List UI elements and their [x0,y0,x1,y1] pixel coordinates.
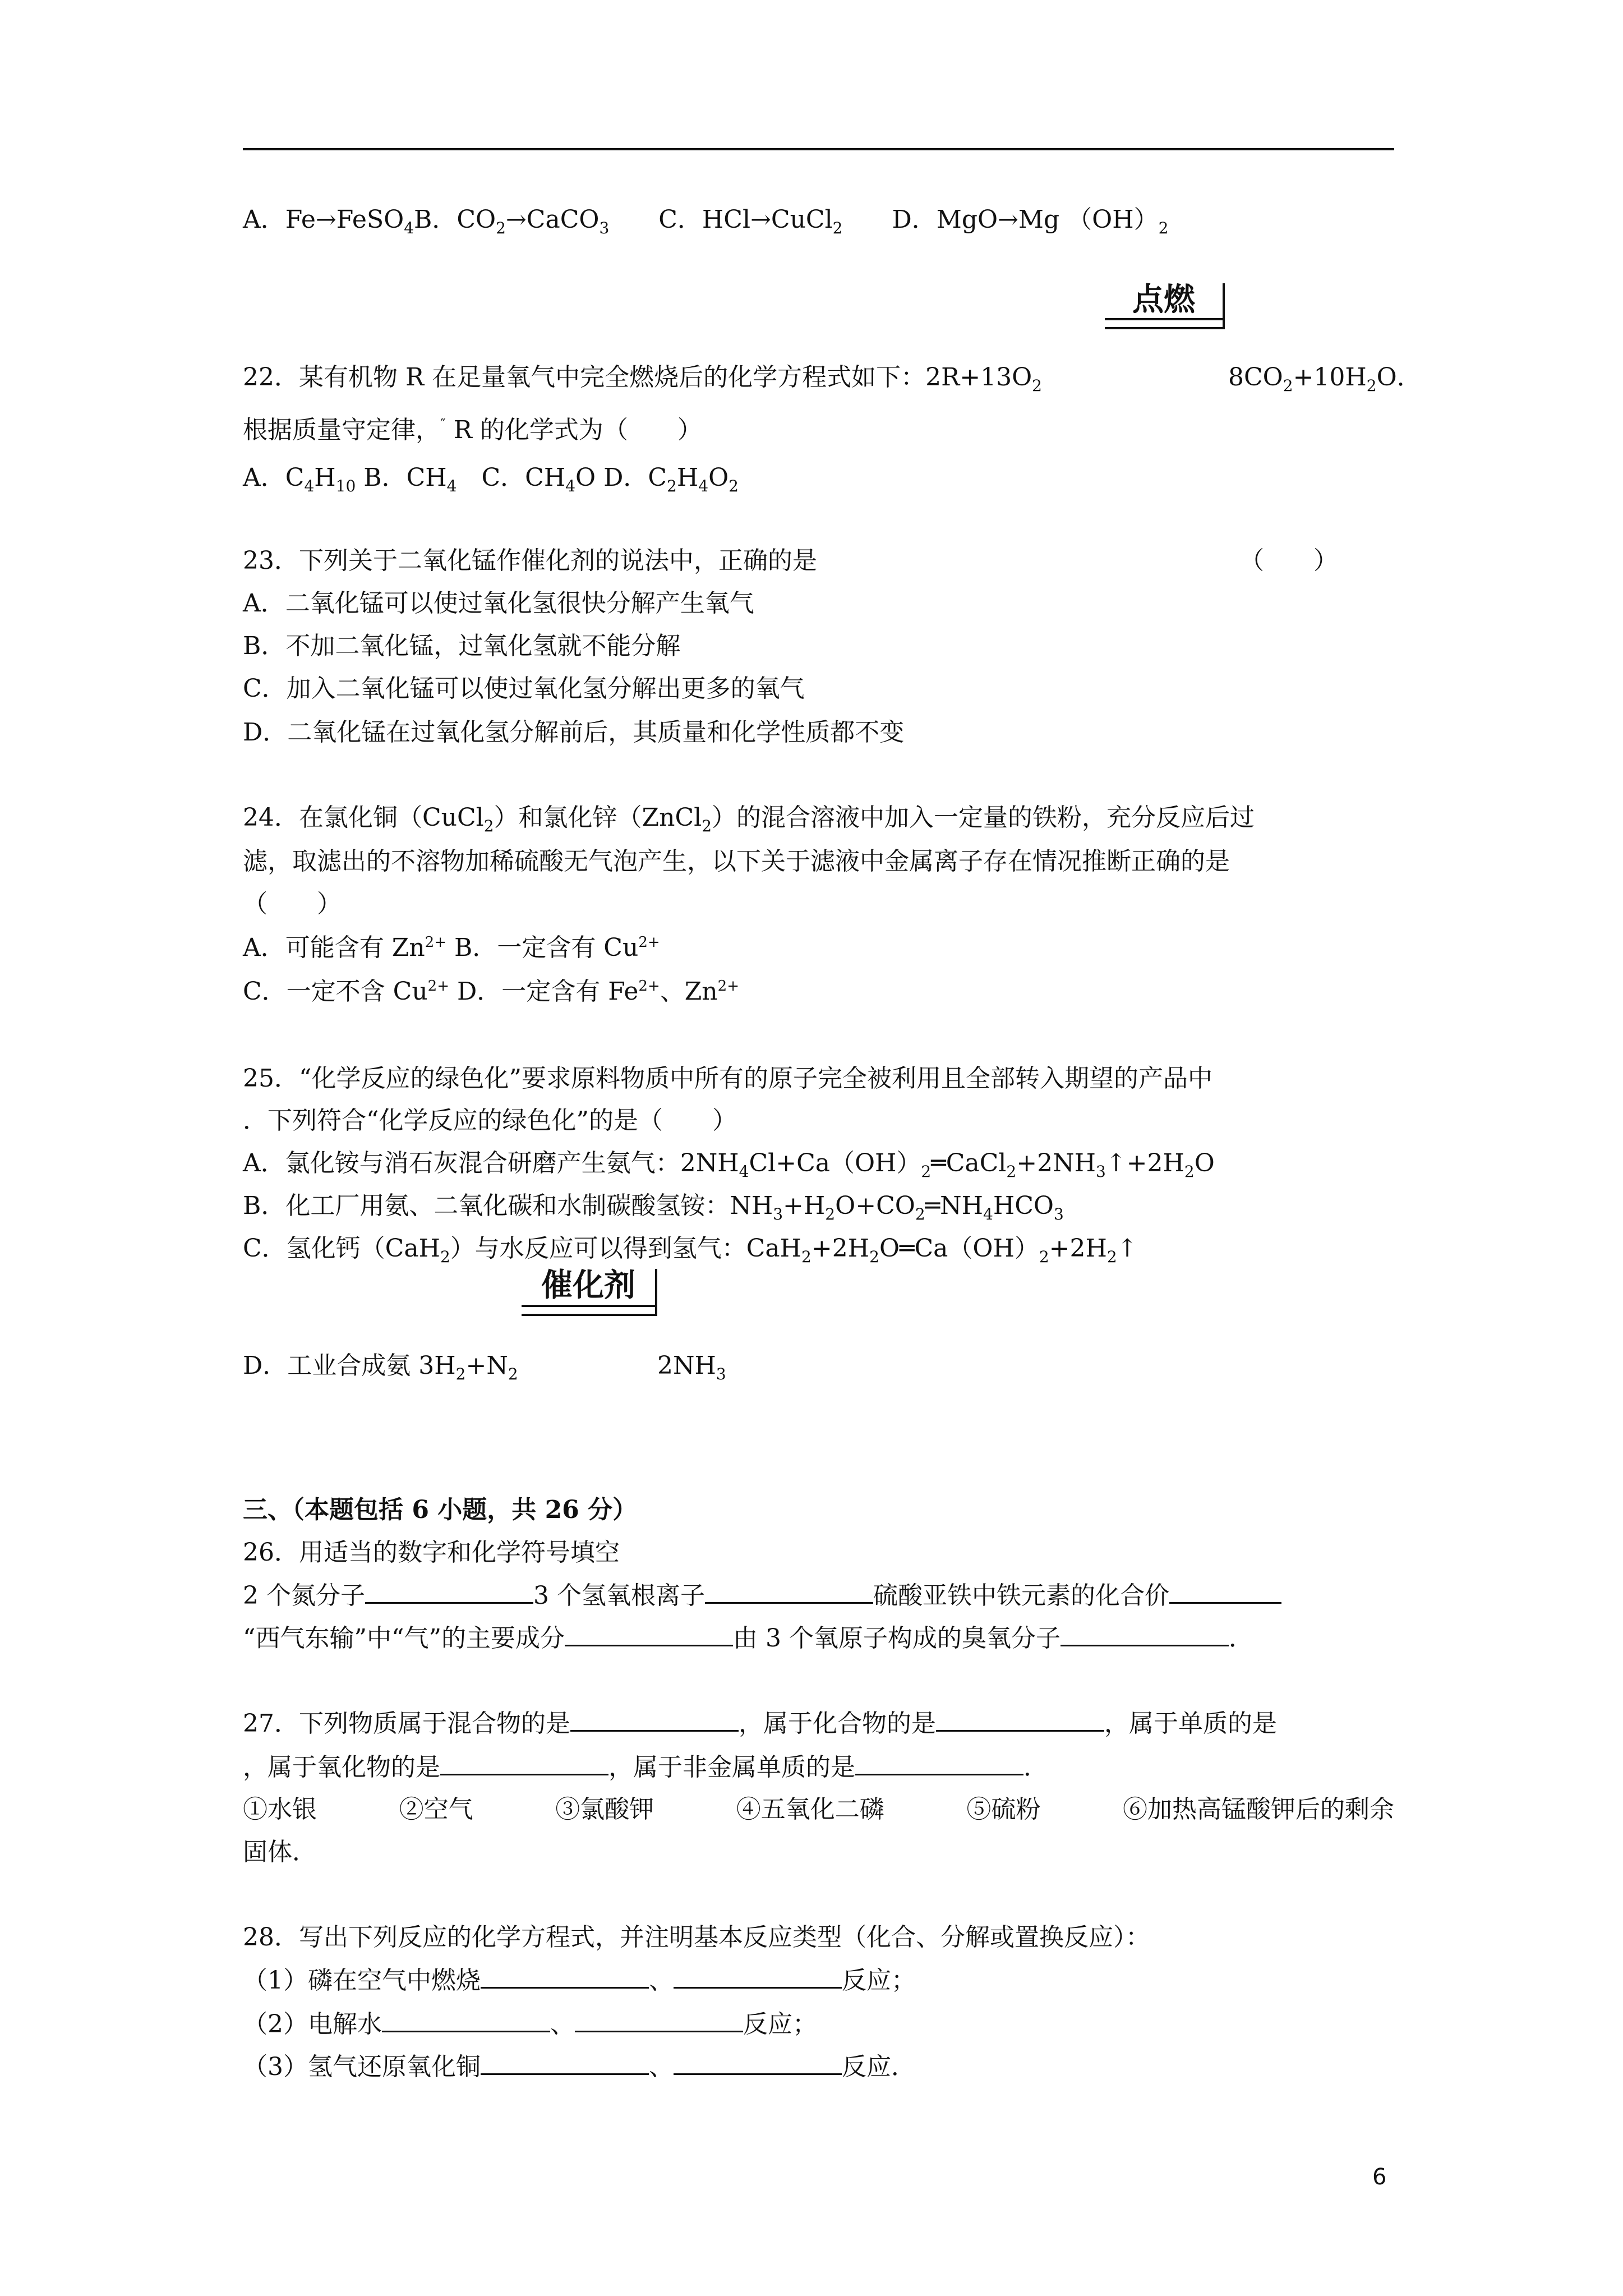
q26-blank-1[interactable] [365,1579,533,1604]
q26-blank-5[interactable] [1061,1621,1229,1646]
q28-blank-1a[interactable] [481,1963,649,1989]
q27-item: ⑥加热高锰酸钾后的剩余 [1122,1795,1394,1824]
q25-option-b: B．化工厂用氨、二氧化碳和水制碳酸氢铵：$NH_3+H_2O+CO_2═NH_4HCO_3$ [243,1191,1064,1223]
q25-reaction-condition: 催化剂 [522,1269,657,1316]
q28-stem: 28．写出下列反应的化学方程式，并注明基本反应类型（化合、分解或置换反应）： [243,1923,1150,1952]
q28-part-3: （3）氢气还原氧化铜 、 反应． [243,2050,916,2084]
q22-options: A．$C_4H_{10}$ B．$CH_4$ C．$CH_4O$ D．$C_2H_4O_2$ [243,463,739,495]
q27-line2: ，属于氧化物的是 ，属于非金属单质的是 ． [243,1750,1048,1784]
q22-stem: 22．某有机物 R 在足量氧气中完全燃烧后的化学方程式如下：$2R+13O_2$ [243,363,1042,395]
q23-paren: （ ） [1239,546,1338,575]
q27-item: ②空气 [399,1795,473,1824]
q27-blank-4[interactable] [440,1750,608,1775]
q25-stem-line2: ．下列符合“化学反应的绿色化”的是（ ） [243,1106,737,1135]
q25-option-c: C．氢化钙（CaH$_2$）与水反应可以得到氢气：$CaH_2+2H_2O═Ca(OH)_2+2H_2↑$ [243,1234,1138,1266]
q27-item: ③氯酸钾 [555,1795,654,1824]
q27-items-cont: 固体． [243,1838,317,1866]
q24-paren: （ ） [243,890,342,918]
header-rule [243,148,1394,150]
q26-line2: “西气东输”中“气”的主要成分 由 3 个氧原子构成的臭氧分子 ． [243,1621,1253,1655]
q25-option-d: D．工业合成氨 $3H_2+N_2$ [243,1351,518,1383]
q26-blank-4[interactable] [565,1621,733,1646]
section-heading: 三、（本题包括 6 小题，共 26 分） [243,1496,638,1524]
q27-blank-5[interactable] [855,1750,1023,1775]
q22-products: $8CO_2+10H_2O$． [1228,363,1422,395]
q21-options: A．Fe→FeSO$_4$B．$CO_2\to CaCO_3$ C．HCl→CuCl$_2$ D．MgO→Mg $(OH)_2$ [243,205,1169,237]
q24-options-cd: C．一定不含 $Cu^{2+}$ D．一定含有 $Fe^{2+}$、$Zn^{2+}$ [243,977,739,1006]
q23-option-a: A．二氧化锰可以使过氧化氢很快分解产生氧气 [243,589,754,618]
q23-stem: 23．下列关于二氧化锰作催化剂的说法中，正确的是 [243,546,817,575]
q24-stem-line2: 滤，取滤出的不溶物加稀硫酸无气泡产生，以下关于滤液中金属离子存在情况推断正确的是 [243,847,1230,876]
q28-blank-2a[interactable] [382,2007,550,2032]
q27-blank-1[interactable] [570,1706,739,1732]
q26-blank-2[interactable] [705,1579,873,1604]
q28-part-1: （1）磷在空气中燃烧 、 反应； [243,1963,916,1998]
q25-stem-line1: 25．“化学反应的绿色化”要求原料物质中所有的原子完全被利用且全部转入期望的产品中 [243,1064,1212,1093]
q28-part-2: （2）电解水 、 反应； [243,2007,817,2041]
q27-items [243,1793,1394,1826]
q27-item: ①水银 [243,1795,317,1824]
q26-blank-3[interactable] [1169,1579,1281,1604]
q28-blank-2b[interactable] [575,2007,743,2032]
q22-question: 根据质量守定律，″ R 的化学式为（ ） [243,416,702,444]
q25-option-d-product: $2NH_3$ [657,1351,726,1383]
q28-blank-1b[interactable] [674,1963,842,1989]
q26-stem: 26．用适当的数字和化学符号填空 [243,1538,620,1567]
q27-item: ⑤硫粉 [966,1795,1041,1824]
q28-blank-3b[interactable] [674,2050,842,2075]
q28-blank-3a[interactable] [481,2050,649,2075]
q22-reaction-condition: 点燃 [1105,283,1225,329]
q27-item: ④五氧化二磷 [736,1795,884,1824]
q25-option-a: A．氯化铵与消石灰混合研磨产生氨气：$2NH_4Cl+Ca(OH)_2═CaCl_2+2NH_3↑+2H_2O$ [243,1149,1215,1181]
q27-blank-2[interactable] [936,1706,1104,1732]
q23-option-b: B．不加二氧化锰，过氧化氢就不能分解 [243,632,681,660]
q23-option-d: D．二氧化锰在过氧化氢分解前后，其质量和化学性质都不变 [243,718,905,747]
q24-stem-line1: 24．在氯化铜（CuCl$_2$）和氯化锌（ZnCl$_2$）的混合溶液中加入一定量的铁粉，充分反应后过 [243,803,1255,835]
q23-option-c: C．加入二氧化锰可以使过氧化氢分解出更多的氧气 [243,674,805,703]
page-number: 6 [1372,2164,1387,2190]
q24-options-ab: A．可能含有 $Zn^{2+}$ B．一定含有 $Cu^{2+}$ [243,933,660,962]
q27-line1: 27．下列物质属于混合物的是 ，属于化合物的是 ，属于单质的是 [243,1706,1277,1741]
q26-line1: 2 个氮分子 3 个氢氧根离子 硫酸亚铁中铁元素的化合价 [243,1579,1281,1613]
